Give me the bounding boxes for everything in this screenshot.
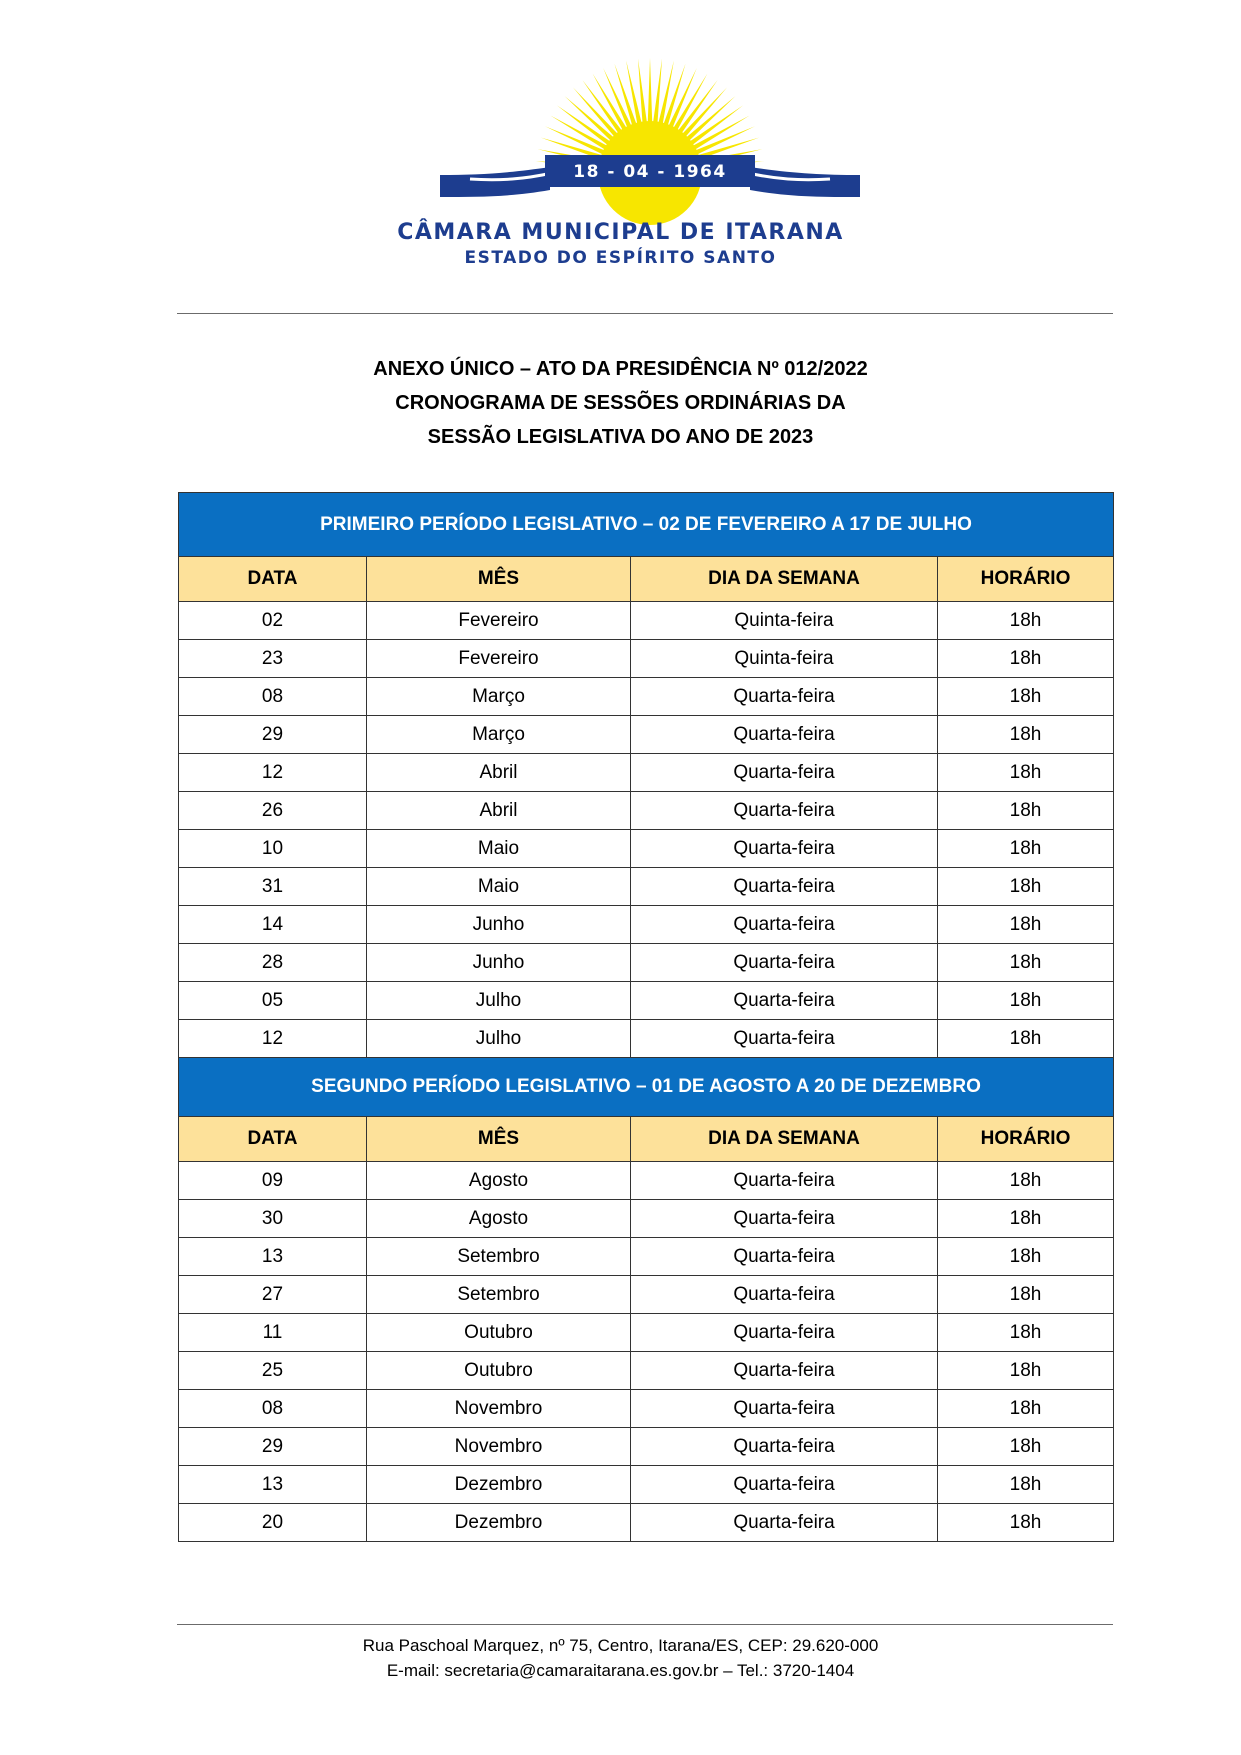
time-cell: 18h — [938, 1020, 1114, 1058]
data-cell: 08 — [179, 678, 367, 716]
table-row — [179, 906, 1114, 944]
column-header-row — [179, 557, 1114, 602]
month-cell: Fevereiro — [367, 640, 631, 678]
time-cell: 18h — [938, 754, 1114, 792]
sun-ray — [565, 96, 615, 141]
table-row — [179, 1390, 1114, 1428]
column-header: HORÁRIO — [938, 1117, 1114, 1162]
time-cell: 18h — [938, 792, 1114, 830]
month-cell: Dezembro — [367, 1466, 631, 1504]
column-header: HORÁRIO — [938, 557, 1114, 602]
data-cell: 26 — [179, 792, 367, 830]
weekday-cell: Quarta-feira — [631, 1238, 938, 1276]
sun-ray — [582, 80, 622, 134]
weekday-cell: Quarta-feira — [631, 716, 938, 754]
weekday-cell: Quarta-feira — [631, 982, 938, 1020]
table-row — [179, 1200, 1114, 1238]
weekday-cell: Quinta-feira — [631, 640, 938, 678]
month-cell: Outubro — [367, 1314, 631, 1352]
table-row — [179, 944, 1114, 982]
logo — [0, 55, 1241, 285]
weekday-cell: Quarta-feira — [631, 754, 938, 792]
data-cell: 20 — [179, 1504, 367, 1542]
table-row — [179, 640, 1114, 678]
title-line-1: ANEXO ÚNICO – ATO DA PRESIDÊNCIA Nº 012/2022 — [373, 358, 868, 380]
data-cell: 30 — [179, 1200, 367, 1238]
table-row — [179, 1504, 1114, 1542]
time-cell: 18h — [938, 1276, 1114, 1314]
time-cell: 18h — [938, 602, 1114, 640]
table-row — [179, 982, 1114, 1020]
column-header: MÊS — [367, 557, 631, 602]
table-row — [179, 1314, 1114, 1352]
time-cell: 18h — [938, 944, 1114, 982]
column-header: DIA DA SEMANA — [631, 1117, 938, 1162]
footer-contact: E-mail: secretaria@camaraitarana.es.gov.br – Tel.: 3720-1404 — [386, 1661, 855, 1680]
month-cell: Julho — [367, 1020, 631, 1058]
month-cell: Setembro — [367, 1238, 631, 1276]
data-cell: 05 — [179, 982, 367, 1020]
time-cell: 18h — [938, 1314, 1114, 1352]
table-row — [179, 1352, 1114, 1390]
time-cell: 18h — [938, 1504, 1114, 1542]
time-cell: 18h — [938, 1428, 1114, 1466]
time-cell: 18h — [938, 830, 1114, 868]
data-cell: 23 — [179, 640, 367, 678]
sun-ray — [689, 105, 743, 145]
table-row — [179, 868, 1114, 906]
data-cell: 02 — [179, 602, 367, 640]
sun-logo-icon — [440, 55, 860, 225]
data-cell: 13 — [179, 1238, 367, 1276]
data-cell: 31 — [179, 868, 367, 906]
weekday-cell: Quarta-feira — [631, 906, 938, 944]
table-row — [179, 1466, 1114, 1504]
weekday-cell: Quarta-feira — [631, 1314, 938, 1352]
time-cell: 18h — [938, 1352, 1114, 1390]
weekday-cell: Quarta-feira — [631, 868, 938, 906]
data-cell: 09 — [179, 1162, 367, 1200]
month-cell: Abril — [367, 792, 631, 830]
weekday-cell: Quarta-feira — [631, 1504, 938, 1542]
data-cell: 29 — [179, 716, 367, 754]
time-cell: 18h — [938, 1466, 1114, 1504]
data-cell: 13 — [179, 1466, 367, 1504]
month-cell: Novembro — [367, 1428, 631, 1466]
data-cell: 28 — [179, 944, 367, 982]
data-cell: 10 — [179, 830, 367, 868]
table-row — [179, 792, 1114, 830]
column-header: DIA DA SEMANA — [631, 557, 938, 602]
weekday-cell: Quarta-feira — [631, 830, 938, 868]
month-cell: Fevereiro — [367, 602, 631, 640]
table-row — [179, 678, 1114, 716]
data-cell: 08 — [179, 1390, 367, 1428]
sun-ray — [573, 88, 618, 138]
month-cell: Agosto — [367, 1162, 631, 1200]
data-cell: 11 — [179, 1314, 367, 1352]
period-title: PRIMEIRO PERÍODO LEGISLATIVO – 02 DE FEVEREIRO A 17 DE JULHO — [179, 493, 1114, 557]
sun-ray — [557, 105, 611, 145]
weekday-cell: Quarta-feira — [631, 1466, 938, 1504]
weekday-cell: Quarta-feira — [631, 1390, 938, 1428]
weekday-cell: Quinta-feira — [631, 602, 938, 640]
sun-ray — [678, 80, 718, 134]
month-cell: Junho — [367, 906, 631, 944]
time-cell: 18h — [938, 868, 1114, 906]
sun-ray — [682, 88, 727, 138]
sun-ray — [686, 96, 736, 141]
month-cell: Outubro — [367, 1352, 631, 1390]
time-cell: 18h — [938, 1238, 1114, 1276]
column-header: MÊS — [367, 1117, 631, 1162]
title-line-2: CRONOGRAMA DE SESSÕES ORDINÁRIAS DA — [395, 392, 846, 414]
footer-address: Rua Paschoal Marquez, nº 75, Centro, Itarana/ES, CEP: 29.620-000 — [362, 1636, 879, 1655]
time-cell: 18h — [938, 1162, 1114, 1200]
time-cell: 18h — [938, 716, 1114, 754]
time-cell: 18h — [938, 1200, 1114, 1238]
period-title: SEGUNDO PERÍODO LEGISLATIVO – 01 DE AGOSTO A 20 DE DEZEMBRO — [179, 1058, 1114, 1117]
weekday-cell: Quarta-feira — [631, 1276, 938, 1314]
weekday-cell: Quarta-feira — [631, 944, 938, 982]
month-cell: Setembro — [367, 1276, 631, 1314]
month-cell: Junho — [367, 944, 631, 982]
bottom-divider — [177, 1624, 1113, 1625]
column-header: DATA — [179, 557, 367, 602]
org-state: ESTADO DO ESPÍRITO SANTO — [464, 248, 777, 268]
time-cell: 18h — [938, 1390, 1114, 1428]
weekday-cell: Quarta-feira — [631, 1200, 938, 1238]
top-divider — [177, 313, 1113, 314]
weekday-cell: Quarta-feira — [631, 792, 938, 830]
schedule-table — [178, 492, 1114, 1542]
time-cell: 18h — [938, 640, 1114, 678]
table-row — [179, 716, 1114, 754]
logo-date: 18 - 04 - 1964 — [573, 162, 727, 182]
table-row — [179, 1428, 1114, 1466]
weekday-cell: Quarta-feira — [631, 678, 938, 716]
month-cell: Março — [367, 716, 631, 754]
weekday-cell: Quarta-feira — [631, 1020, 938, 1058]
data-cell: 12 — [179, 754, 367, 792]
table-row — [179, 1238, 1114, 1276]
table-row — [179, 1276, 1114, 1314]
org-name: CÂMARA MUNICIPAL DE ITARANA — [397, 220, 844, 245]
table-row — [179, 602, 1114, 640]
data-cell: 14 — [179, 906, 367, 944]
month-cell: Novembro — [367, 1390, 631, 1428]
time-cell: 18h — [938, 678, 1114, 716]
month-cell: Dezembro — [367, 1504, 631, 1542]
weekday-cell: Quarta-feira — [631, 1428, 938, 1466]
title-line-3: SESSÃO LEGISLATIVA DO ANO DE 2023 — [427, 426, 814, 448]
time-cell: 18h — [938, 982, 1114, 1020]
data-cell: 29 — [179, 1428, 367, 1466]
sun-ray — [648, 58, 652, 123]
column-header: DATA — [179, 1117, 367, 1162]
data-cell: 12 — [179, 1020, 367, 1058]
month-cell: Julho — [367, 982, 631, 1020]
month-cell: Abril — [367, 754, 631, 792]
month-cell: Maio — [367, 868, 631, 906]
column-header-row — [179, 1117, 1114, 1162]
document-title — [0, 352, 1241, 454]
period-header-row — [179, 1058, 1114, 1117]
weekday-cell: Quarta-feira — [631, 1162, 938, 1200]
period-header-row — [179, 493, 1114, 557]
table-row — [179, 1020, 1114, 1058]
month-cell: Agosto — [367, 1200, 631, 1238]
table-row — [179, 830, 1114, 868]
data-cell: 27 — [179, 1276, 367, 1314]
month-cell: Março — [367, 678, 631, 716]
table-row — [179, 754, 1114, 792]
time-cell: 18h — [938, 906, 1114, 944]
month-cell: Maio — [367, 830, 631, 868]
weekday-cell: Quarta-feira — [631, 1352, 938, 1390]
table-row — [179, 1162, 1114, 1200]
data-cell: 25 — [179, 1352, 367, 1390]
